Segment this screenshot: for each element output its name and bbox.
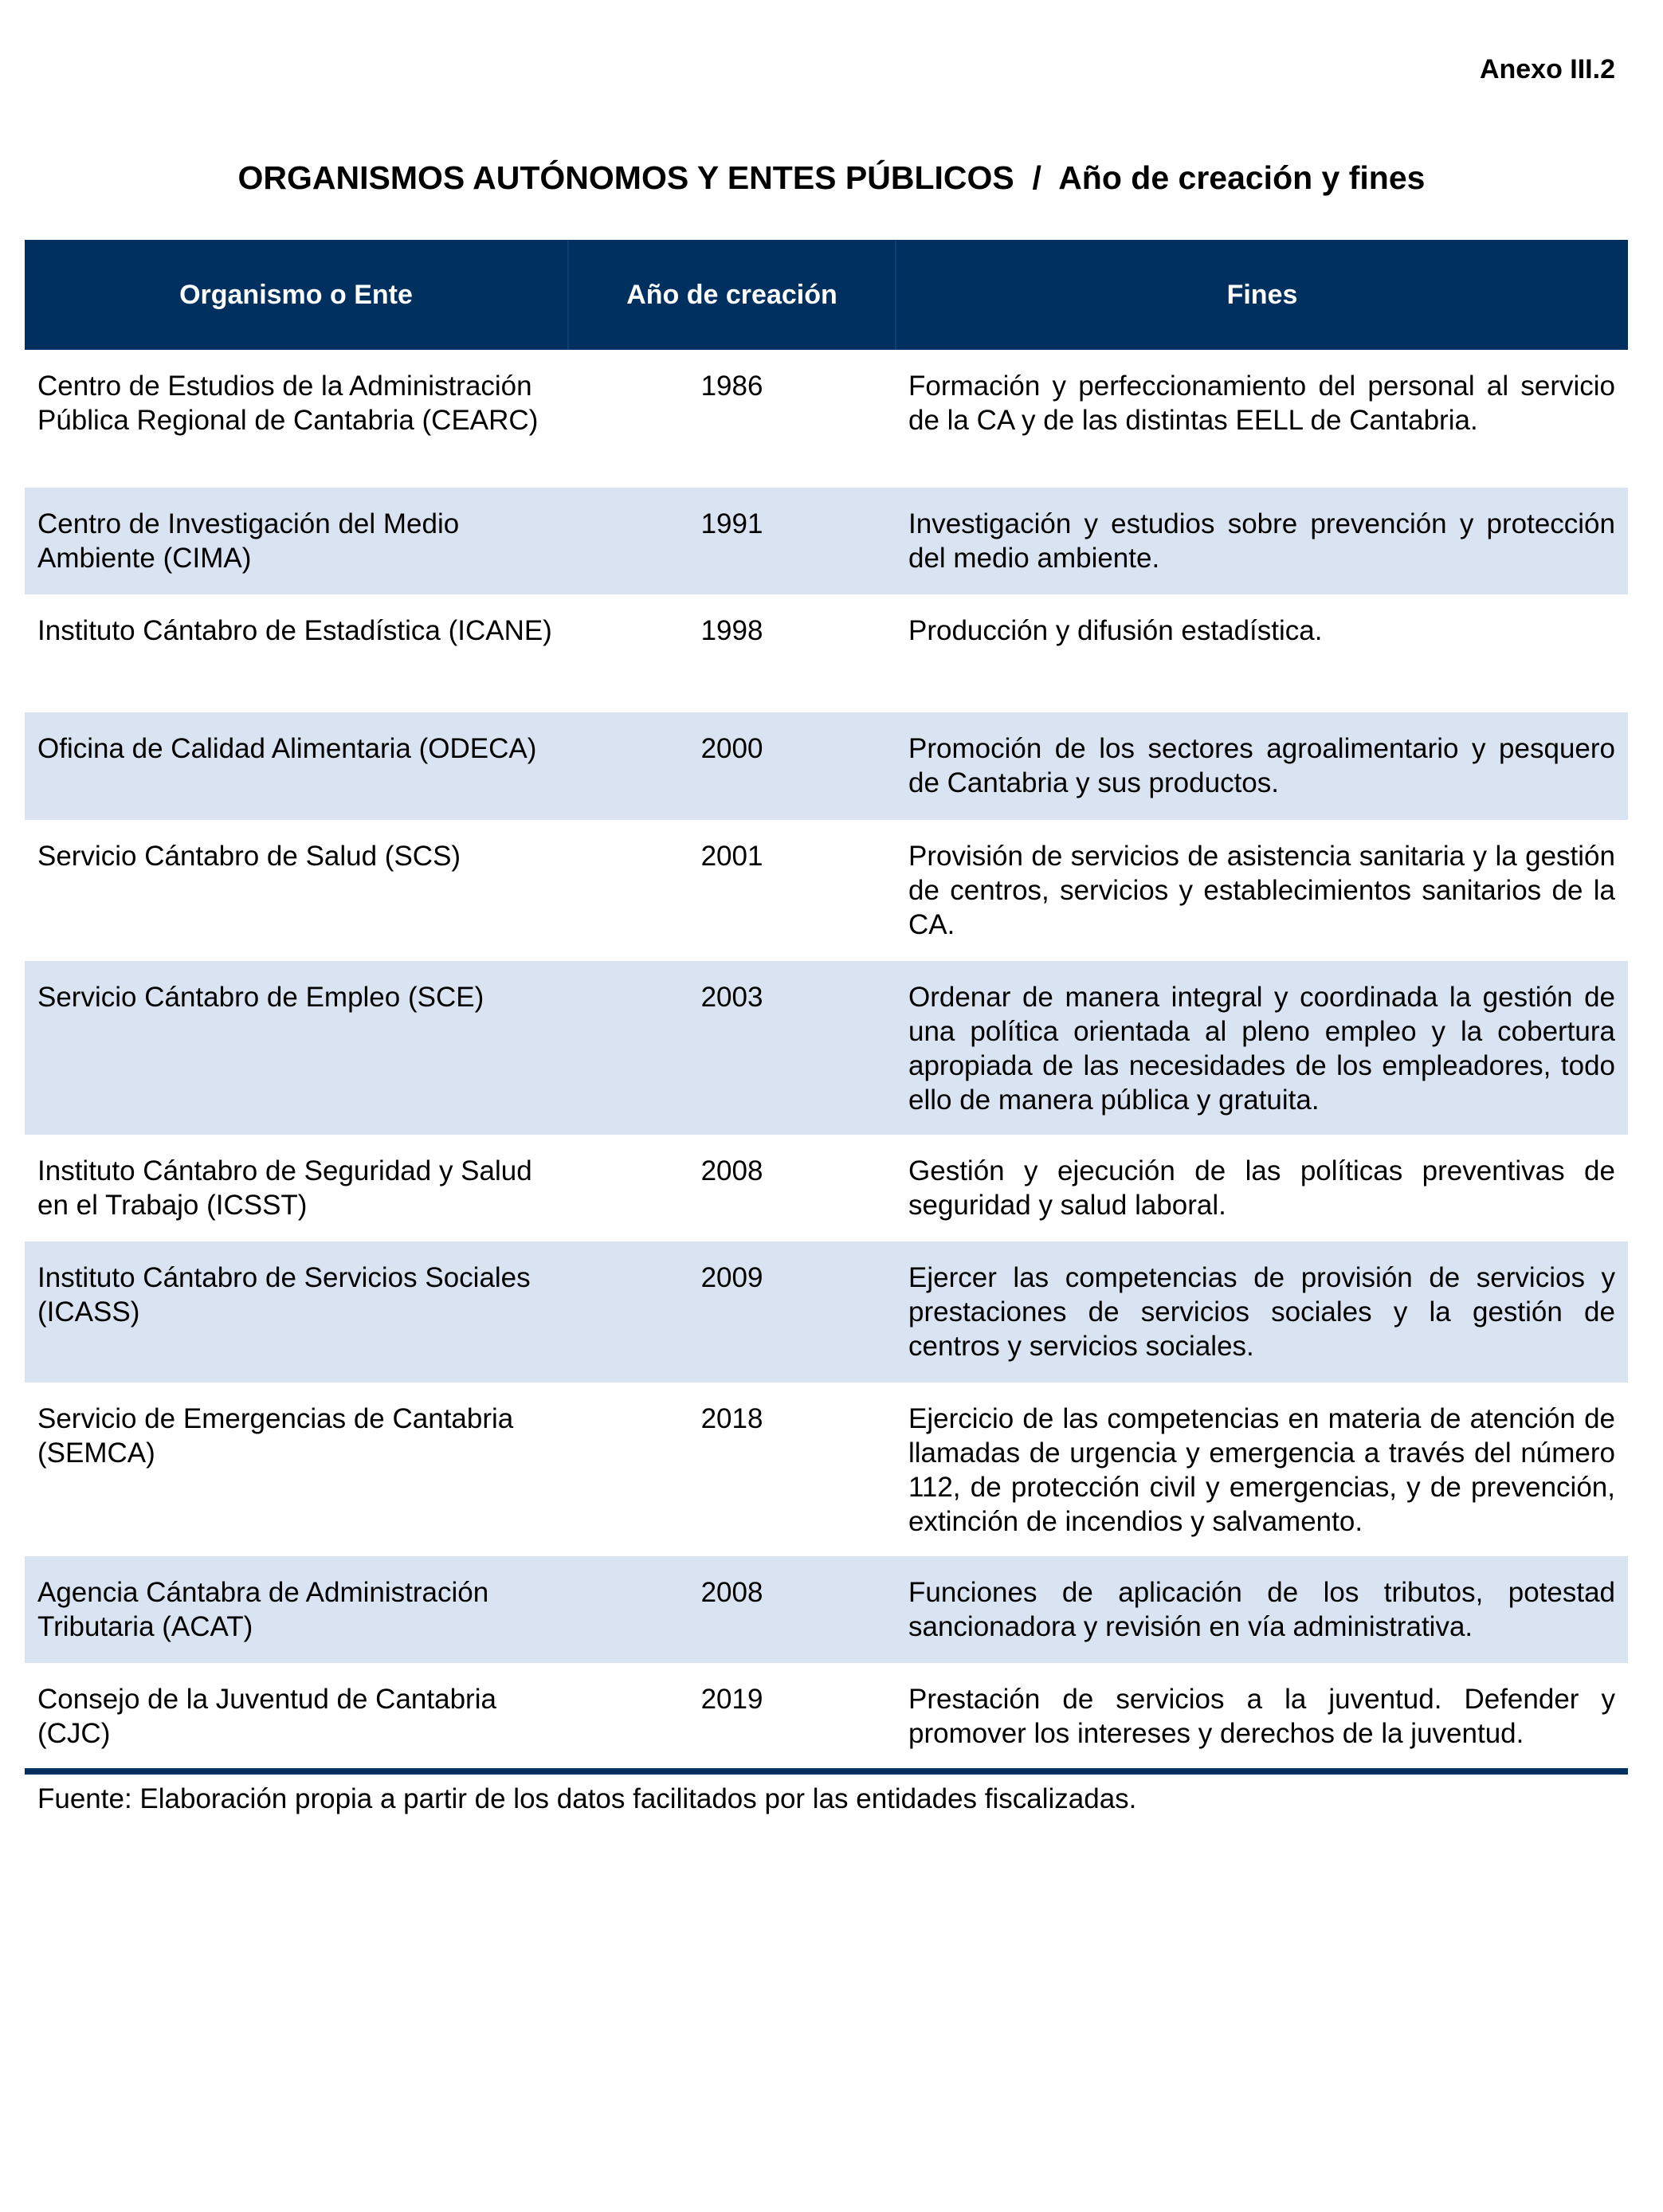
cell-ente: Instituto Cántabro de Seguridad y Salud en el Trabajo (ICSST) <box>25 1135 568 1241</box>
cell-fines: Gestión y ejecución de las políticas preventivas de seguridad y salud laboral. <box>896 1135 1628 1241</box>
cell-fines: Producción y difusión estadística. <box>896 594 1628 712</box>
table-row <box>25 1382 1628 1556</box>
cell-ente: Centro de Estudios de la Administración Pública Regional de Cantabria (CEARC) <box>25 350 568 488</box>
table-row <box>25 820 1628 961</box>
table-row <box>25 1663 1628 1768</box>
cell-ente: Centro de Investigación del Medio Ambiente (CIMA) <box>25 488 568 594</box>
cell-year: 2008 <box>568 1556 896 1663</box>
cell-ente: Servicio Cántabro de Salud (SCS) <box>25 820 568 961</box>
cell-year: 2000 <box>568 712 896 820</box>
table-row <box>25 488 1628 594</box>
table-bottom-rule <box>25 1768 1628 1775</box>
cell-fines: Investigación y estudios sobre prevención y protección del medio ambiente. <box>896 488 1628 594</box>
cell-ente: Consejo de la Juventud de Cantabria (CJC) <box>25 1663 568 1768</box>
table-row <box>25 712 1628 820</box>
cell-year: 1998 <box>568 594 896 712</box>
cell-fines: Promoción de los sectores agroalimentario y pesquero de Cantabria y sus productos. <box>896 712 1628 820</box>
cell-year: 2008 <box>568 1135 896 1241</box>
table-row <box>25 350 1628 488</box>
cell-year: 1991 <box>568 488 896 594</box>
cell-ente: Agencia Cántabra de Administración Tributaria (ACAT) <box>25 1556 568 1663</box>
table-row <box>25 1556 1628 1663</box>
organisms-table-container <box>25 240 1628 1775</box>
cell-fines: Ordenar de manera integral y coordinada la gestión de una política orientada al pleno empleo y la cobertura apropiada de las necesidades de los empleadores, todo ello de manera pública y gratuita. <box>896 961 1628 1135</box>
cell-fines: Ejercer las competencias de provisión de servicios y prestaciones de servicios sociales y la gestión de centros y servicios sociales. <box>896 1241 1628 1382</box>
table-body <box>25 350 1628 1768</box>
header-anio: Año de creación <box>568 240 896 350</box>
cell-ente: Oficina de Calidad Alimentaria (ODECA) <box>25 712 568 820</box>
header-organismo: Organismo o Ente <box>25 240 568 350</box>
header-fines: Fines <box>896 240 1628 350</box>
table-row <box>25 1135 1628 1241</box>
cell-fines: Provisión de servicios de asistencia sanitaria y la gestión de centros, servicios y establecimientos sanitarios de la CA. <box>896 820 1628 961</box>
cell-ente: Instituto Cántabro de Estadística (ICANE) <box>25 594 568 712</box>
table-header <box>25 240 1628 350</box>
cell-ente: Instituto Cántabro de Servicios Sociales (ICASS) <box>25 1241 568 1382</box>
cell-year: 2009 <box>568 1241 896 1382</box>
cell-fines: Formación y perfeccionamiento del personal al servicio de la CA y de las distintas EELL de Cantabria. <box>896 350 1628 488</box>
cell-year: 2003 <box>568 961 896 1135</box>
cell-year: 2018 <box>568 1382 896 1556</box>
organisms-table <box>25 240 1628 1768</box>
table-row <box>25 594 1628 712</box>
page-title: ORGANISMOS AUTÓNOMOS Y ENTES PÚBLICOS / Año de creación y fines <box>237 159 1426 196</box>
source-note: Fuente: Elaboración propia a partir de los datos facilitados por las entidades fiscalizadas. <box>37 1783 1137 1814</box>
cell-fines: Funciones de aplicación de los tributos, potestad sancionadora y revisión en vía administrativa. <box>896 1556 1628 1663</box>
cell-ente: Servicio de Emergencias de Cantabria (SEMCA) <box>25 1382 568 1556</box>
cell-year: 1986 <box>568 350 896 488</box>
cell-ente: Servicio Cántabro de Empleo (SCE) <box>25 961 568 1135</box>
annex-label: Anexo III.2 <box>1479 54 1615 84</box>
cell-fines: Prestación de servicios a la juventud. Defender y promover los intereses y derechos de la juventud. <box>896 1663 1628 1768</box>
cell-fines: Ejercicio de las competencias en materia de atención de llamadas de urgencia y emergencia a través del número 112, de protección civil y emergencias, y de prevención, extinción de incendios y salvamento. <box>896 1382 1628 1556</box>
table-row <box>25 961 1628 1135</box>
table-row <box>25 1241 1628 1382</box>
cell-year: 2019 <box>568 1663 896 1768</box>
cell-year: 2001 <box>568 820 896 961</box>
